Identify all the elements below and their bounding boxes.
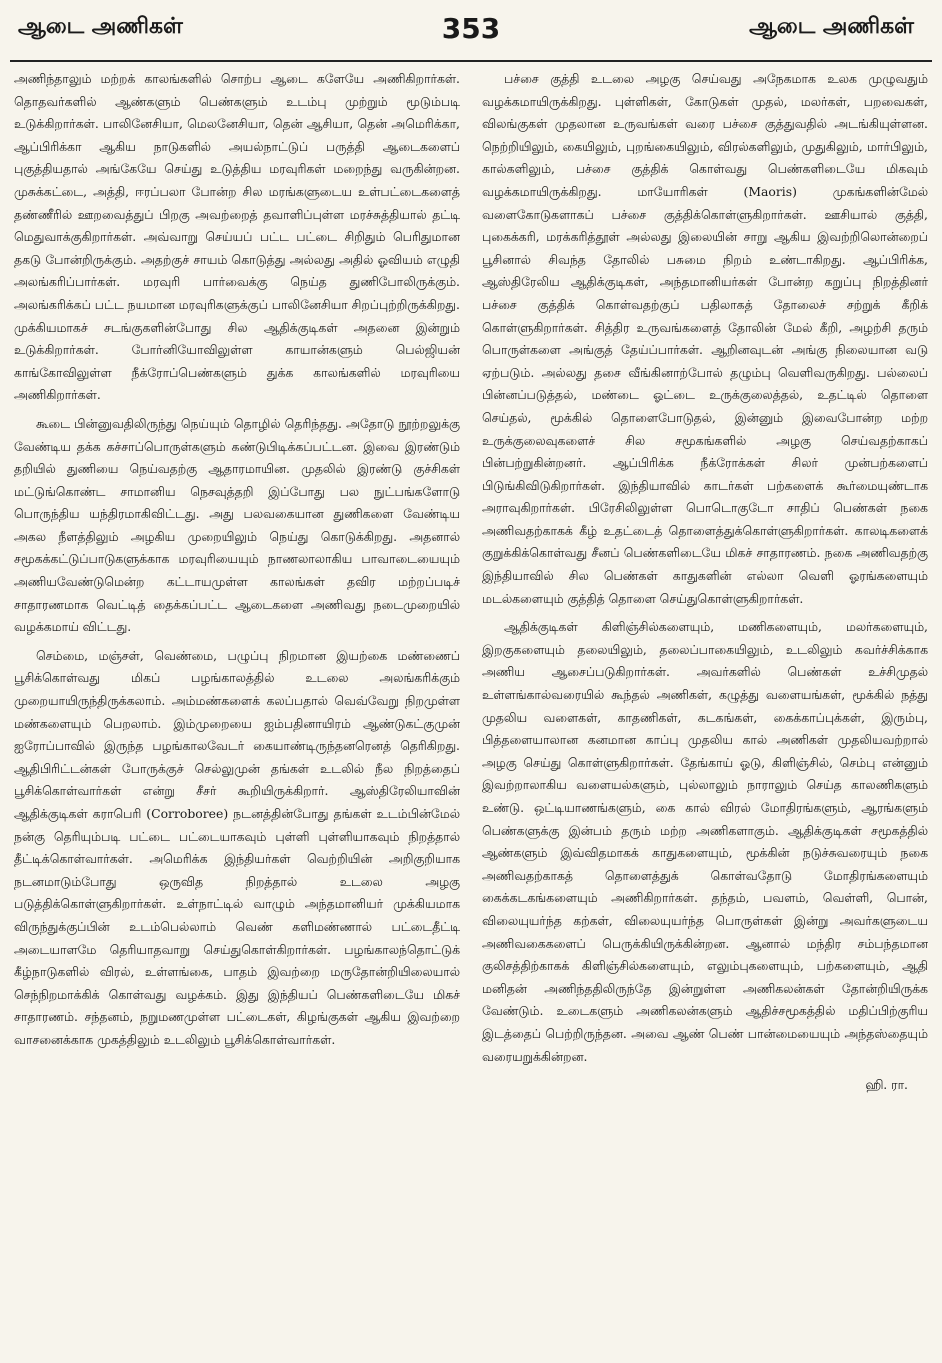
- text-columns: [14, 68, 928, 1353]
- page-number: 353: [441, 12, 501, 45]
- paragraph: ஆதிக்குடிகள் கிளிஞ்சில்களையும், மணிகளையும், மலர்களையும், இறகுகளையும் தலையிலும், தலைப்பாகையிலும், உடலிலும் கவர்ச்சிக்காக அணிய ஆசைப்படுகிறார்கள். அவர்களில் பெண்கள் உச்சிமுதல் உள்ளங்கால்வரையில் கூந்தல் அணிகள், கழுத்து வளையங்கள், மூக்கில் நத்து முதலிய வளைகள், காதணிகள், கடகங்கள், கைக்காப்புக்கள், இரும்பு, பித்தளையாலான கனமான காப்பு முதலிய கால் அணிகள் முதலியவற்றால் அழகு செய்து கொள்ளுகிறார்கள். தேங்காய் ஓடு, கிளிஞ்சில், செம்பு என்னும் இவற்றாலாகிய வளையல்களும், புல்லாலும் நாராலும் செய்த காலணிகளும் உண்டு. ஒட்டியாணங்களும், கை கால் விரல் மோதிரங்களும், ஆரங்களும் பெண்களுக்கு இன்பம் தரும் மற்ற அணிகளாகும். ஆதிக்குடிகள் சமூகத்தில் ஆண்களும் இவ்விதமாகக் காதுகளையும், மூக்கின் நடுச்சுவரையும் நகை அணிவதற்காகத் தொளைத்துக் கொள்வதோடு மோதிரங்களையும் கைக்கடகங்களையும் அணிகிறார்கள். தந்தம், பவளம், வெள்ளி, பொன், விலையுயர்ந்த கற்கள், விலையுயர்ந்த பொருள்கள் இன்று அவர்களுடைய அணிவகைகளைப் பெருக்கியிருக்கின்றன. ஆனால் மந்திர சம்பந்தமான குலிசத்திற்காகக் கிளிஞ்சில்களையும், எலும்புகளையும், பற்களையும், ஆதி மனிதன் அணிந்ததிலிருந்தே இன்றுள்ள அணிகலன்கள் தோன்றியிருக்க வேண்டும். உடைகளும் அணிகலன்களும் ஆதிச்சமூகத்தில் மதிப்பிற்குரிய இடத்தைப் பெற்றிருந்தன. அவை ஆண் பெண் பான்மையையும் அந்தஸ்தையும் வரையறுக்கின்றன.: [482, 619, 928, 1064]
- running-title-right: ஆடை அணிகள்: [749, 14, 914, 39]
- paragraph: கூடை பின்னுவதிலிருந்து நெய்யும் தொழில் தெரிந்தது. அதோடு நூற்றலுக்கு வேண்டிய தக்க கச்சாப்பொருள்களும் கண்டுபிடிக்கப்பட்டன. இவை இரண்டும் தறியில் துணியை நெய்வதற்கு ஆதாரமாயின. முதலில் இரண்டு குச்சிகள் மட்டுங்கொண்ட சாமானிய நெசவுத்தறி இப்போது பல நுட்பங்களோடு பொருந்திய யந்திரமாகிவிட்டது. அது பலவகையான துணிகளை வேண்டிய அகல நீளத்திலும் அழகிய முறையிலும் நெய்து கொடுக்கிறது. அதனால் சமூகக்கட்டுப்பாடுகளுக்காக மரவுரியையும் நாணலாலாகிய பாவாடையையும் அணியவேண்டுமென்ற கட்டாயமுள்ள காலங்கள் தவிர மற்றப்படிச் சாதாரணமாக வெட்டித் தைக்கப்பட்ட ஆடைகளை அணிவது நடைமுறையில் வழக்கமாய் விட்டது.: [14, 415, 460, 635]
- paragraph: பச்சை குத்தி உடலை அழகு செய்வது அநேகமாக உலக முழுவதும் வழக்கமாயிருக்கிறது. புள்ளிகள், கோடுகள் முதல், மலர்கள், பறவைகள், விலங்குகள் முதலான உருவங்கள் வரை பச்சை குத்துவதில் அடங்கியுள்ளன. நெற்றியிலும், கையிலும், புறங்கையிலும், விரல்களிலும், முதுகிலும், மார்பிலும், கால்களிலும், பச்சை குத்திக் கொள்வது பெண்களிடையே மிகவும் வழக்கமாயிருக்கிறது. மாயோரிகள் (Maoris) முகங்களின்மேல் வளைகோடுகளாகப் பச்சை குத்திக்கொள்ளுகிறார்கள். ஊசியால் குத்தி, புகைக்கரி, மரக்கரித்தூள் அல்லது இலையின் சாறு ஆகிய இவற்றிலொன்றைப் பூசினால் சிவந்த தோலில் பசுமை நிறம் உண்டாகிறது. ஆப்பிரிக்க, ஆஸ்திரேலிய ஆதிக்குடிகள், அந்தமானியர்கள் போன்ற கறுப்பு நிறத்தினர் பச்சை குத்திக் கொள்வதற்குப் பதிலாகத் தோலைச் சற்றுக் கீறிக் கொள்ளுகிறார்கள். சித்திர உருவங்களைத் தோலின் மேல் கீறி, அழற்சி தரும் பொருள்களை அங்குத் தேய்ப்பார்கள். ஆறினவுடன் அங்கு நிலையான வடு ஏற்படும். அல்லது தசை வீங்கினாற்போல் தழும்பு வெளிவருகிறது. பல்லைப் பின்னப்படுத்தல், மண்டை ஓட்டை உருக்குலைத்தல், உதட்டில் தொளை செய்தல், மூக்கில் தொளைபோடுதல், இன்னும் இவைபோன்ற மற்ற உருக்குலைவுகளைச் சில சமூகங்களில் அழகு செய்வதற்காகப் பின்பற்றுகின்றனர். ஆப்பிரிக்க நீக்ரோக்கள் சிலர் முன்பற்களைப் பிடுங்கிவிடுகிறார்கள். இந்தியாவில் காடர்கள் பற்களைக் கூர்மையுண்டாக அராவுகிறார்கள். பிரேசிலிலுள்ள பொடொகுடோ சாதிப் பெண்கள் நகை அணிவதற்காகக் கீழ் உதட்டைத் தொளைத்துக்கொள்ளுகிறார்கள். காலடிகளைக் குறுக்கிக்கொள்வது சீனப் பெண்களிடையே மிகச் சாதாரணம். நகை அணிவதற்கு இந்தியாவில் சில பெண்கள் காதுகளின் எல்லா வெளி ஓரங்களையும் மடல்களையும் குத்தித் தொளை செய்துகொள்ளுகிறார்கள்.: [482, 71, 928, 606]
- paragraph: அணிந்தாலும் மற்றக் காலங்களில் சொற்ப ஆடை களேயே அணிகிறார்கள். தொதவர்களில் ஆண்களும் பெண்களும் உடம்பு முற்றும் மூடும்படி உடுக்கிறார்கள். பாலினேசியா, மெலனேசியா, தென் ஆசியா, தென் அமெரிக்கா, ஆப்பிரிக்கா ஆகிய நாடுகளில் அயல்நாட்டுப் பருத்தி ஆடைகளைப் புகுத்தியதால் அங்கேயே செய்து உடுத்திய மரவுரிகள் மறைந்து வருகின்றன. முசுக்கட்டை, அத்தி, ஈரப்பலா போன்ற சில மரங்களுடைய உள்பட்டைகளைத் தண்ணீரில் ஊறவைத்துப் பிறகு அவற்றைத் தவாளிப்புள்ள மரச்சுத்தியால் தட்டி மெதுவாக்குகிறார்கள். அவ்வாறு செய்யப் பட்ட பட்டை சிறிதும் பெரிதுமான தகடு போன்றிருக்கும். அதற்குச் சாயம் கொடுத்து அல்லது அதில் ஓவியம் எழுதி அலங்கரிப்பார்கள். மரவுரி பார்வைக்கு நெய்த துணிபோலிருக்கும். அலங்கரிக்கப் பட்ட நயமான மரவுரிகளுக்குப் பாலினேசியா சிறப்புற்றிருக்கிறது. முக்கியமாகச் சடங்குகளின்போது சில ஆதிக்குடிகள் அதனை இன்றும் உடுக்கிறார்கள். போர்னியோவிலுள்ள காயான்களும் பெல்ஜியன் காங்கோவிலுள்ள நீக்ரோப்பெண்களும் துக்க காலங்களில் மரவுரியை அணிகிறார்கள்.: [14, 71, 460, 403]
- running-title-left: ஆடை அணிகள்: [18, 14, 183, 39]
- right-column: [482, 68, 928, 1353]
- page-header: [10, 8, 932, 62]
- header-rule: [10, 60, 932, 62]
- paragraph: செம்மை, மஞ்சள், வெண்மை, பழுப்பு நிறமான இயற்கை மண்ணைப் பூசிக்கொள்வது மிகப் பழங்காலத்தில் உடலை அலங்கரிக்கும் முறையாயிருந்திருக்கலாம். அம்மண்களைக் கலப்பதால் வெவ்வேறு நிறமுள்ள மண்களையும் பெறலாம். இம்முறையை ஐம்பதினாயிரம் ஆண்டுகட்குமுன் ஐரோப்பாவில் இருந்த பழங்காலவேடர் கையாண்டிருந்தனரெனத் தெரிகிறது. ஆதிபிரிட்டன்கள் போருக்குச் செல்லுமுன் தங்கள் உடலில் நீல நிறத்தைப் பூசிக்கொள்வார்கள் என்று சீசர் கூறியிருக்கிறார். ஆஸ்திரேலியாவின் ஆதிக்குடிகள் கராபெரி (Corroboree) நடனத்தின்போது தங்கள் உடம்பின்மேல் நன்கு தெரியும்படி பட்டை பட்டையாகவும் புள்ளி புள்ளியாகவும் நிறத்தால் தீட்டிக்கொள்வார்கள். அமெரிக்க இந்தியர்கள் வெற்றியின் அறிகுறியாக நடனமாடும்போது ஒருவித நிறத்தால் உடலை அழகு படுத்திக்கொள்ளுகிறார்கள். உள்நாட்டில் வாழும் அந்தமானியர் முக்கியமாக விருந்துக்குப்பின் உடம்பெல்லாம் வெண் களிமண்ணால் பட்டைதீட்டி அடையாளமே தெரியாதவாறு செய்துகொள்கிறார்கள். பழங்காலந்தொட்டுக் கீழ்நாடுகளில் விரல், உள்ளங்கை, பாதம் இவற்றை மருதோன்றியிலையால் செந்நிறமாக்கிக் கொள்வது வழக்கம். இது இந்தியப் பெண்களிடையே மிகச் சாதாரணம். சந்தனம், நறுமணமுள்ள பட்டைகள், கிழங்குகள் ஆகிய இவற்றை வாசனைக்காக முகத்திலும் உடலிலும் பூசிக்கொள்வார்கள்.: [14, 647, 460, 1047]
- author-signature: ஹி. ரா.: [865, 1077, 908, 1093]
- left-column: [14, 68, 460, 1353]
